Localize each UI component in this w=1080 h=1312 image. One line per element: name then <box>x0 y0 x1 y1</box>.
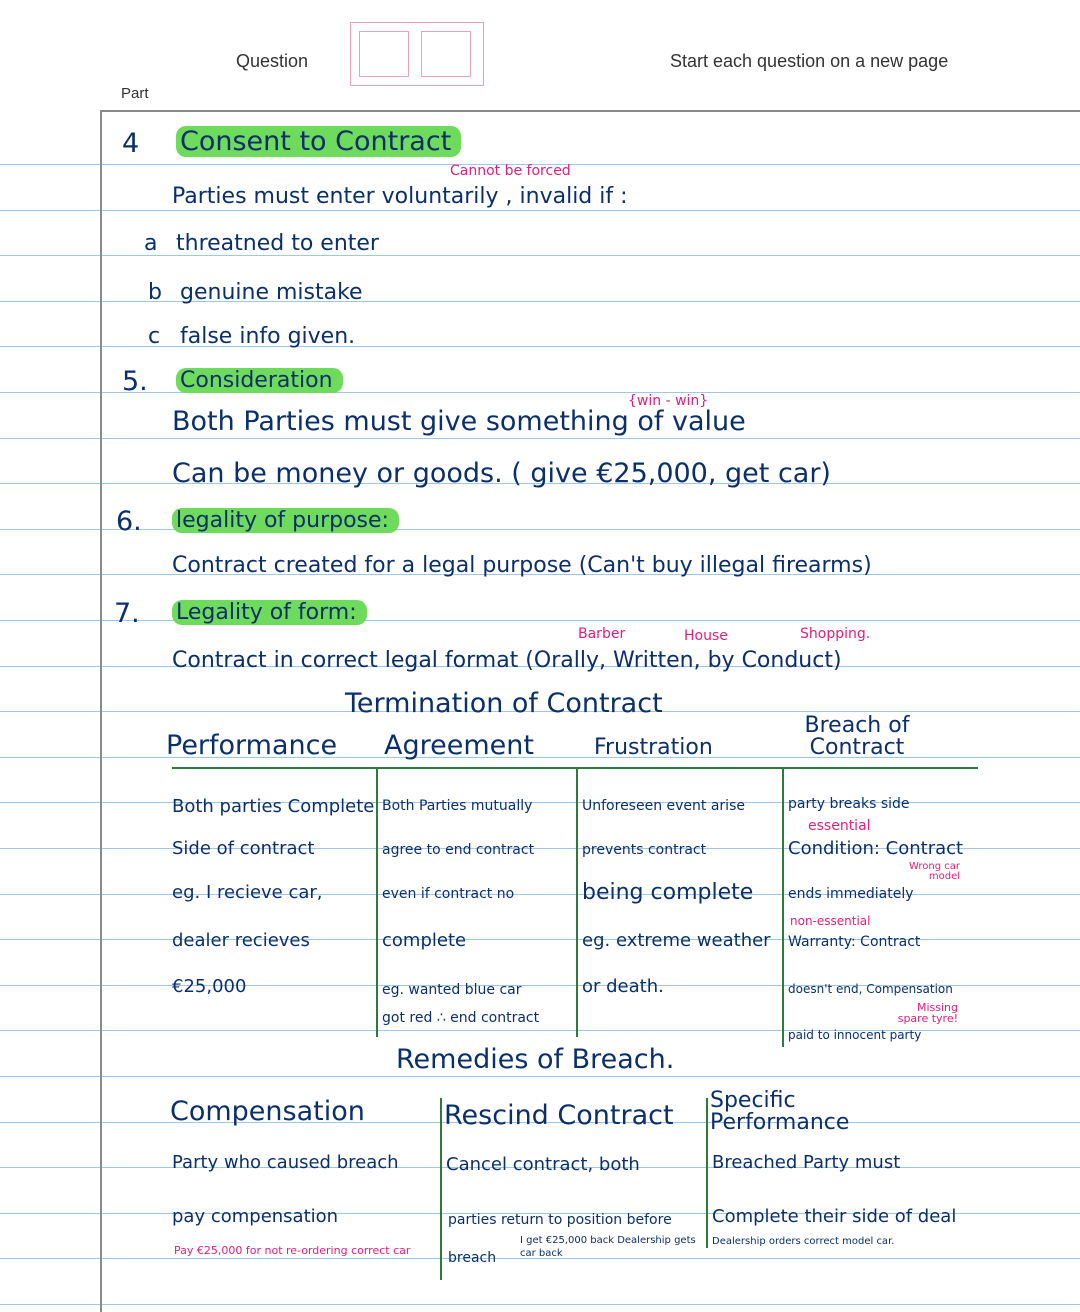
part-label: Part <box>121 85 149 102</box>
breach-line-2: Condition: Contract <box>788 838 964 859</box>
termination-divider-3 <box>782 767 784 1047</box>
remedy-divider-1 <box>440 1098 442 1280</box>
ruled-line <box>0 392 1080 393</box>
specific-line-2: Complete their side of deal <box>712 1206 957 1227</box>
frustration-line-2: prevents contract <box>582 842 707 858</box>
rescind-line-3: breach <box>448 1250 497 1266</box>
question-number-box-1[interactable] <box>359 31 409 77</box>
frustration-line-4: eg. extreme weather <box>582 930 771 951</box>
ruled-line <box>0 1076 1080 1077</box>
agreement-line-5: eg. wanted blue car <box>382 982 522 998</box>
breach-note-non-essential: non-essential <box>790 914 871 928</box>
ruled-line <box>0 1304 1080 1305</box>
ruled-line <box>0 438 1080 439</box>
question-number-box-2[interactable] <box>421 31 471 77</box>
section-4-number: 4 <box>122 128 140 159</box>
rescind-line-2: parties return to position before <box>448 1212 672 1228</box>
termination-divider-1 <box>376 767 378 1037</box>
section-6-number: 6. <box>116 506 142 537</box>
agreement-line-3: even if contract no <box>382 886 515 902</box>
frustration-line-3: being complete <box>582 880 754 905</box>
section-5-title: Consideration <box>176 368 343 393</box>
compensation-line-1: Party who caused breach <box>172 1152 399 1173</box>
ruled-line <box>0 894 1080 895</box>
remedies-title: Remedies of Breach. <box>396 1044 675 1075</box>
item-b-letter: b <box>148 280 162 305</box>
section-6-title: legality of purpose: <box>172 508 399 533</box>
margin-line <box>100 110 102 1312</box>
agreement-line-4: complete <box>382 930 467 951</box>
performance-line-2: Side of contract <box>172 838 315 859</box>
agreement-line-6: got red ∴ end contract <box>382 1010 540 1026</box>
section-5-line-2: Can be money or goods. ( give €25,000, get car) <box>172 458 831 489</box>
breach-line-5: doesn't end, Compensation <box>788 982 953 996</box>
remedy-divider-2 <box>706 1098 708 1248</box>
breach-line-4: Warranty: Contract <box>788 934 921 950</box>
ruled-line <box>0 620 1080 621</box>
specific-line-1: Breached Party must <box>712 1152 901 1173</box>
item-c-letter: c <box>148 324 161 349</box>
item-a-text: threatned to enter <box>176 231 379 256</box>
remedy-heading-rescind: Rescind Contract <box>444 1100 674 1131</box>
section-7-line-1: Contract in correct legal format (Orally, Written, by Conduct) <box>172 648 842 673</box>
section-4-title: Consent to Contract <box>176 126 461 157</box>
ruled-line <box>0 255 1080 256</box>
section-5-number: 5. <box>122 366 148 397</box>
section-7-number: 7. <box>114 598 140 629</box>
performance-line-5: €25,000 <box>172 976 247 997</box>
agreement-line-1: Both Parties mutually <box>382 798 533 814</box>
breach-line-1: party breaks side <box>788 796 910 812</box>
ruled-line <box>0 210 1080 211</box>
section-7-note-shopping: Shopping. <box>800 626 871 642</box>
section-4-note: Cannot be forced <box>450 163 571 179</box>
performance-line-4: dealer recieves <box>172 930 310 951</box>
ruled-line <box>0 346 1080 347</box>
breach-note-wrong-car: Wrong car model <box>908 861 960 882</box>
item-b-text: genuine mistake <box>180 280 363 305</box>
top-border <box>100 110 1080 112</box>
question-label: Question <box>236 51 309 71</box>
item-a-letter: a <box>144 231 158 256</box>
termination-title: Termination of Contract <box>345 688 663 719</box>
frustration-line-5: or death. <box>582 976 664 997</box>
rescind-line-1: Cancel contract, both <box>446 1154 640 1175</box>
performance-line-3: eg. I recieve car, <box>172 882 323 903</box>
breach-line-6: paid to innocent party <box>788 1028 922 1042</box>
termination-divider-2 <box>576 767 578 1037</box>
breach-line-3: ends immediately <box>788 886 914 902</box>
rescind-note: I get €25,000 back Dealership gets car back <box>520 1235 696 1259</box>
agreement-line-2: agree to end contract <box>382 842 535 858</box>
breach-note-missing-tyre: Missing spare tyre! <box>897 1001 958 1025</box>
compensation-line-2: pay compensation <box>172 1206 339 1227</box>
section-4-line-1: Parties must enter voluntarily , invalid if : <box>172 184 628 209</box>
termination-header-line <box>172 767 978 769</box>
ruled-line <box>0 301 1080 302</box>
section-7-note-barber: Barber <box>578 626 626 642</box>
ruled-line <box>0 529 1080 530</box>
breach-note-essential: essential <box>808 818 871 834</box>
section-5-line-1: Both Parties must give something of value <box>172 406 746 437</box>
termination-heading-agreement: Agreement <box>384 730 534 761</box>
section-7-note-house: House <box>684 628 728 644</box>
section-6-line-1: Contract created for a legal purpose (Can't buy illegal firearms) <box>172 553 872 578</box>
performance-line-1: Both parties Complete <box>172 796 375 817</box>
frustration-line-1: Unforeseen event arise <box>582 798 745 814</box>
termination-heading-breach: Breach of Contract <box>804 713 910 760</box>
ruled-line <box>0 802 1080 803</box>
instruction-text: Start each question on a new page <box>670 51 949 71</box>
remedy-heading-specific: Specific Performance <box>710 1088 850 1135</box>
item-c-text: false info given. <box>180 324 356 349</box>
termination-heading-frustration: Frustration <box>594 735 713 760</box>
remedy-heading-compensation: Compensation <box>170 1096 365 1127</box>
question-number-boxes <box>350 22 484 86</box>
termination-heading-performance: Performance <box>166 730 338 761</box>
section-7-title: Legality of form: <box>172 600 367 625</box>
compensation-note: Pay €25,000 for not re-ordering correct car <box>174 1244 411 1257</box>
specific-note: Dealership orders correct model car. <box>712 1236 895 1247</box>
section-5-note: {win - win} <box>628 393 709 409</box>
